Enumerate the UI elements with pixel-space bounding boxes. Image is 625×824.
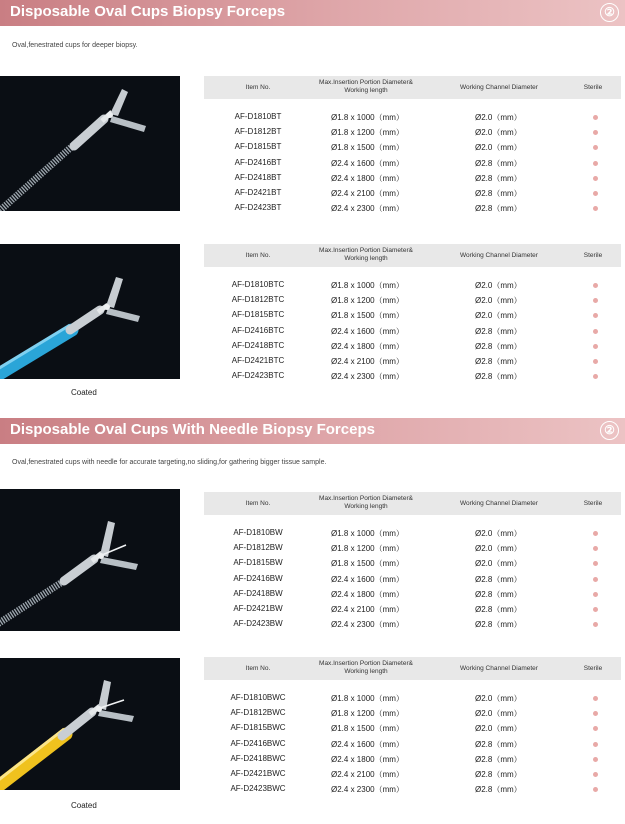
- sterile-dot-icon: [593, 742, 598, 747]
- channel-diameter: Ø2.0（mm）: [475, 143, 522, 153]
- header-diameter-length: Max.Insertion Portion Diameter& Working length: [319, 247, 413, 262]
- header-item-no: Item No.: [245, 665, 271, 672]
- sterile-dot-icon: [593, 546, 598, 551]
- product-photo-yellow-coated: [0, 658, 180, 790]
- header-sterile: Sterile: [583, 665, 603, 672]
- sterile-dot-icon: [593, 283, 598, 288]
- table-row: [204, 705, 621, 720]
- item-number: AF-D2418BT: [234, 172, 282, 182]
- spec-table: [204, 244, 621, 383]
- table-row: [204, 525, 621, 540]
- table-row: [204, 109, 621, 124]
- channel-diameter: Ø2.8（mm）: [475, 589, 522, 599]
- header-diameter-length: Max.Insertion Portion Diameter& Working length: [319, 660, 413, 675]
- header-diameter-length: Max.Insertion Portion Diameter& Working length: [319, 79, 413, 94]
- diameter-length: Ø2.4 x 1800（mm）: [331, 589, 404, 599]
- table-row: [204, 720, 621, 735]
- item-number: AF-D2423BWC: [230, 784, 286, 794]
- channel-diameter: Ø2.0（mm）: [475, 544, 522, 554]
- section-number-badge: ②: [600, 3, 619, 22]
- coated-caption: Coated: [71, 801, 97, 810]
- product-photo-needle-metal-coil: [0, 489, 180, 631]
- table-row: [204, 571, 621, 586]
- item-number: AF-D1810BW: [233, 528, 283, 537]
- header-channel-diameter: Working Channel Diameter: [460, 252, 538, 259]
- item-number: AF-D2416BT: [234, 157, 282, 167]
- coated-caption: Coated: [71, 388, 97, 397]
- sterile-dot-icon: [593, 787, 598, 792]
- diameter-length: Ø1.8 x 1000（mm）: [331, 113, 404, 122]
- channel-diameter: Ø2.0（mm）: [475, 113, 522, 122]
- channel-diameter: Ø2.8（mm）: [475, 204, 522, 214]
- table-row: [204, 200, 621, 215]
- channel-diameter: Ø2.8（mm）: [475, 326, 522, 336]
- spec-table: [204, 76, 621, 215]
- item-number: AF-D1812BW: [233, 543, 283, 553]
- table-row: [204, 690, 621, 705]
- item-number: AF-D2421BT: [234, 187, 282, 197]
- table-row: [204, 139, 621, 154]
- table-header: [204, 657, 621, 680]
- sterile-dot-icon: [593, 176, 598, 181]
- table-header: [204, 76, 621, 99]
- item-number: AF-D2423BT: [234, 203, 282, 213]
- item-number: AF-D2418BWC: [230, 753, 286, 763]
- item-number: AF-D1810BTC: [231, 280, 285, 289]
- sterile-dot-icon: [593, 711, 598, 716]
- diameter-length: Ø2.4 x 2300（mm）: [331, 372, 404, 382]
- table-row: [204, 368, 621, 383]
- channel-diameter: Ø2.8（mm）: [475, 769, 522, 779]
- item-number: AF-D2423BTC: [231, 371, 285, 381]
- diameter-length: Ø2.4 x 1800（mm）: [331, 341, 404, 351]
- header-sterile: Sterile: [583, 252, 603, 259]
- sterile-dot-icon: [593, 592, 598, 597]
- item-number: AF-D2421BW: [233, 603, 283, 613]
- table-row: [204, 155, 621, 170]
- item-number: AF-D1815BTC: [231, 310, 285, 320]
- section-banner: [0, 418, 625, 444]
- header-channel-diameter: Working Channel Diameter: [460, 84, 538, 91]
- sterile-dot-icon: [593, 757, 598, 762]
- sterile-dot-icon: [593, 298, 598, 303]
- diameter-length: Ø2.4 x 1600（mm）: [331, 574, 404, 584]
- item-number: AF-D2421BWC: [230, 768, 286, 778]
- section-number-badge: ②: [600, 421, 619, 440]
- diameter-length: Ø1.8 x 1200（mm）: [331, 544, 404, 554]
- channel-diameter: Ø2.8（mm）: [475, 173, 522, 183]
- table-row: [204, 353, 621, 368]
- diameter-length: Ø2.4 x 1800（mm）: [331, 754, 404, 764]
- item-number: AF-D1812BT: [234, 127, 282, 137]
- diameter-length: Ø2.4 x 1600（mm）: [331, 739, 404, 749]
- sterile-dot-icon: [593, 359, 598, 364]
- item-number: AF-D2423BW: [233, 619, 283, 629]
- item-number: AF-D1815BT: [234, 142, 282, 152]
- channel-diameter: Ø2.0（mm）: [475, 529, 522, 538]
- sterile-dot-icon: [593, 696, 598, 701]
- header-item-no: Item No.: [245, 84, 271, 91]
- diameter-length: Ø2.4 x 2100（mm）: [331, 188, 404, 198]
- channel-diameter: Ø2.8（mm）: [475, 739, 522, 749]
- diameter-length: Ø2.4 x 2100（mm）: [331, 356, 404, 366]
- channel-diameter: Ø2.8（mm）: [475, 341, 522, 351]
- table-row: [204, 292, 621, 307]
- sterile-dot-icon: [593, 622, 598, 627]
- product-photo-blue-coated: [0, 244, 180, 379]
- sterile-dot-icon: [593, 561, 598, 566]
- table-body: [204, 690, 621, 796]
- item-number: AF-D2416BW: [233, 573, 283, 583]
- item-number: AF-D1812BWC: [230, 708, 286, 718]
- sterile-dot-icon: [593, 531, 598, 536]
- diameter-length: Ø1.8 x 1200（mm）: [331, 296, 404, 306]
- sterile-dot-icon: [593, 329, 598, 334]
- table-row: [204, 540, 621, 555]
- diameter-length: Ø2.4 x 2300（mm）: [331, 785, 404, 795]
- diameter-length: Ø1.8 x 1500（mm）: [331, 143, 404, 153]
- table-row: [204, 124, 621, 139]
- header-sterile: Sterile: [583, 500, 603, 507]
- channel-diameter: Ø2.8（mm）: [475, 372, 522, 382]
- table-row: [204, 736, 621, 751]
- item-number: AF-D2418BW: [233, 588, 283, 598]
- channel-diameter: Ø2.0（mm）: [475, 296, 522, 306]
- diameter-length: Ø1.8 x 1500（mm）: [331, 559, 404, 569]
- item-number: AF-D2416BWC: [230, 738, 286, 748]
- table-row: [204, 277, 621, 292]
- item-number: AF-D2418BTC: [231, 340, 285, 350]
- sterile-dot-icon: [593, 145, 598, 150]
- table-body: [204, 525, 621, 631]
- sterile-dot-icon: [593, 191, 598, 196]
- sterile-dot-icon: [593, 726, 598, 731]
- table-row: [204, 766, 621, 781]
- sterile-dot-icon: [593, 577, 598, 582]
- product-photo-metal-coil: [0, 76, 180, 211]
- section-title: Disposable Oval Cups Biopsy Forceps: [10, 3, 286, 20]
- diameter-length: Ø2.4 x 1800（mm）: [331, 173, 404, 183]
- channel-diameter: Ø2.0（mm）: [475, 709, 522, 719]
- diameter-length: Ø2.4 x 1600（mm）: [331, 326, 404, 336]
- sterile-dot-icon: [593, 607, 598, 612]
- channel-diameter: Ø2.0（mm）: [475, 694, 522, 703]
- sterile-dot-icon: [593, 344, 598, 349]
- item-number: AF-D1815BWC: [230, 723, 286, 733]
- header-diameter-length: Max.Insertion Portion Diameter& Working length: [319, 495, 413, 510]
- diameter-length: Ø1.8 x 1000（mm）: [331, 694, 404, 703]
- item-number: AF-D2421BTC: [231, 355, 285, 365]
- header-item-no: Item No.: [245, 252, 271, 259]
- channel-diameter: Ø2.0（mm）: [475, 281, 522, 290]
- channel-diameter: Ø2.0（mm）: [475, 724, 522, 734]
- diameter-length: Ø1.8 x 1000（mm）: [331, 529, 404, 538]
- channel-diameter: Ø2.8（mm）: [475, 574, 522, 584]
- sterile-dot-icon: [593, 206, 598, 211]
- item-number: AF-D2416BTC: [231, 325, 285, 335]
- diameter-length: Ø2.4 x 2100（mm）: [331, 769, 404, 779]
- table-row: [204, 338, 621, 353]
- sterile-dot-icon: [593, 161, 598, 166]
- item-number: AF-D1812BTC: [231, 295, 285, 305]
- diameter-length: Ø2.4 x 2100（mm）: [331, 604, 404, 614]
- table-row: [204, 307, 621, 322]
- table-row: [204, 616, 621, 631]
- table-body: [204, 277, 621, 383]
- table-row: [204, 185, 621, 200]
- table-row: [204, 586, 621, 601]
- spec-table: [204, 492, 621, 631]
- table-header: [204, 492, 621, 515]
- channel-diameter: Ø2.0（mm）: [475, 559, 522, 569]
- header-channel-diameter: Working Channel Diameter: [460, 500, 538, 507]
- channel-diameter: Ø2.8（mm）: [475, 785, 522, 795]
- diameter-length: Ø1.8 x 1200（mm）: [331, 128, 404, 138]
- item-number: AF-D1815BW: [233, 558, 283, 568]
- table-header: [204, 244, 621, 267]
- diameter-length: Ø1.8 x 1200（mm）: [331, 709, 404, 719]
- channel-diameter: Ø2.8（mm）: [475, 188, 522, 198]
- section-description: Oval,fenestrated cups with needle for accurate targeting,no sliding,for gathering bigger tissue sample.: [12, 459, 327, 466]
- header-item-no: Item No.: [245, 500, 271, 507]
- diameter-length: Ø2.4 x 2300（mm）: [331, 204, 404, 214]
- diameter-length: Ø2.4 x 2300（mm）: [331, 620, 404, 630]
- table-row: [204, 751, 621, 766]
- channel-diameter: Ø2.8（mm）: [475, 604, 522, 614]
- table-row: [204, 170, 621, 185]
- header-sterile: Sterile: [583, 84, 603, 91]
- channel-diameter: Ø2.0（mm）: [475, 311, 522, 321]
- diameter-length: Ø2.4 x 1600（mm）: [331, 158, 404, 168]
- channel-diameter: Ø2.0（mm）: [475, 128, 522, 138]
- diameter-length: Ø1.8 x 1500（mm）: [331, 724, 404, 734]
- table-body: [204, 109, 621, 215]
- sterile-dot-icon: [593, 374, 598, 379]
- item-number: AF-D1810BWC: [230, 693, 286, 702]
- channel-diameter: Ø2.8（mm）: [475, 356, 522, 366]
- sterile-dot-icon: [593, 130, 598, 135]
- section-title: Disposable Oval Cups With Needle Biopsy Forceps: [10, 421, 375, 438]
- table-row: [204, 555, 621, 570]
- spec-table: [204, 657, 621, 796]
- section-description: Oval,fenestrated cups for deeper biopsy.: [12, 42, 138, 49]
- header-channel-diameter: Working Channel Diameter: [460, 665, 538, 672]
- section-banner: [0, 0, 625, 26]
- diameter-length: Ø1.8 x 1000（mm）: [331, 281, 404, 290]
- diameter-length: Ø1.8 x 1500（mm）: [331, 311, 404, 321]
- channel-diameter: Ø2.8（mm）: [475, 754, 522, 764]
- table-row: [204, 323, 621, 338]
- channel-diameter: Ø2.8（mm）: [475, 158, 522, 168]
- item-number: AF-D1810BT: [234, 112, 282, 121]
- channel-diameter: Ø2.8（mm）: [475, 620, 522, 630]
- table-row: [204, 781, 621, 796]
- table-row: [204, 601, 621, 616]
- sterile-dot-icon: [593, 313, 598, 318]
- sterile-dot-icon: [593, 115, 598, 120]
- sterile-dot-icon: [593, 772, 598, 777]
